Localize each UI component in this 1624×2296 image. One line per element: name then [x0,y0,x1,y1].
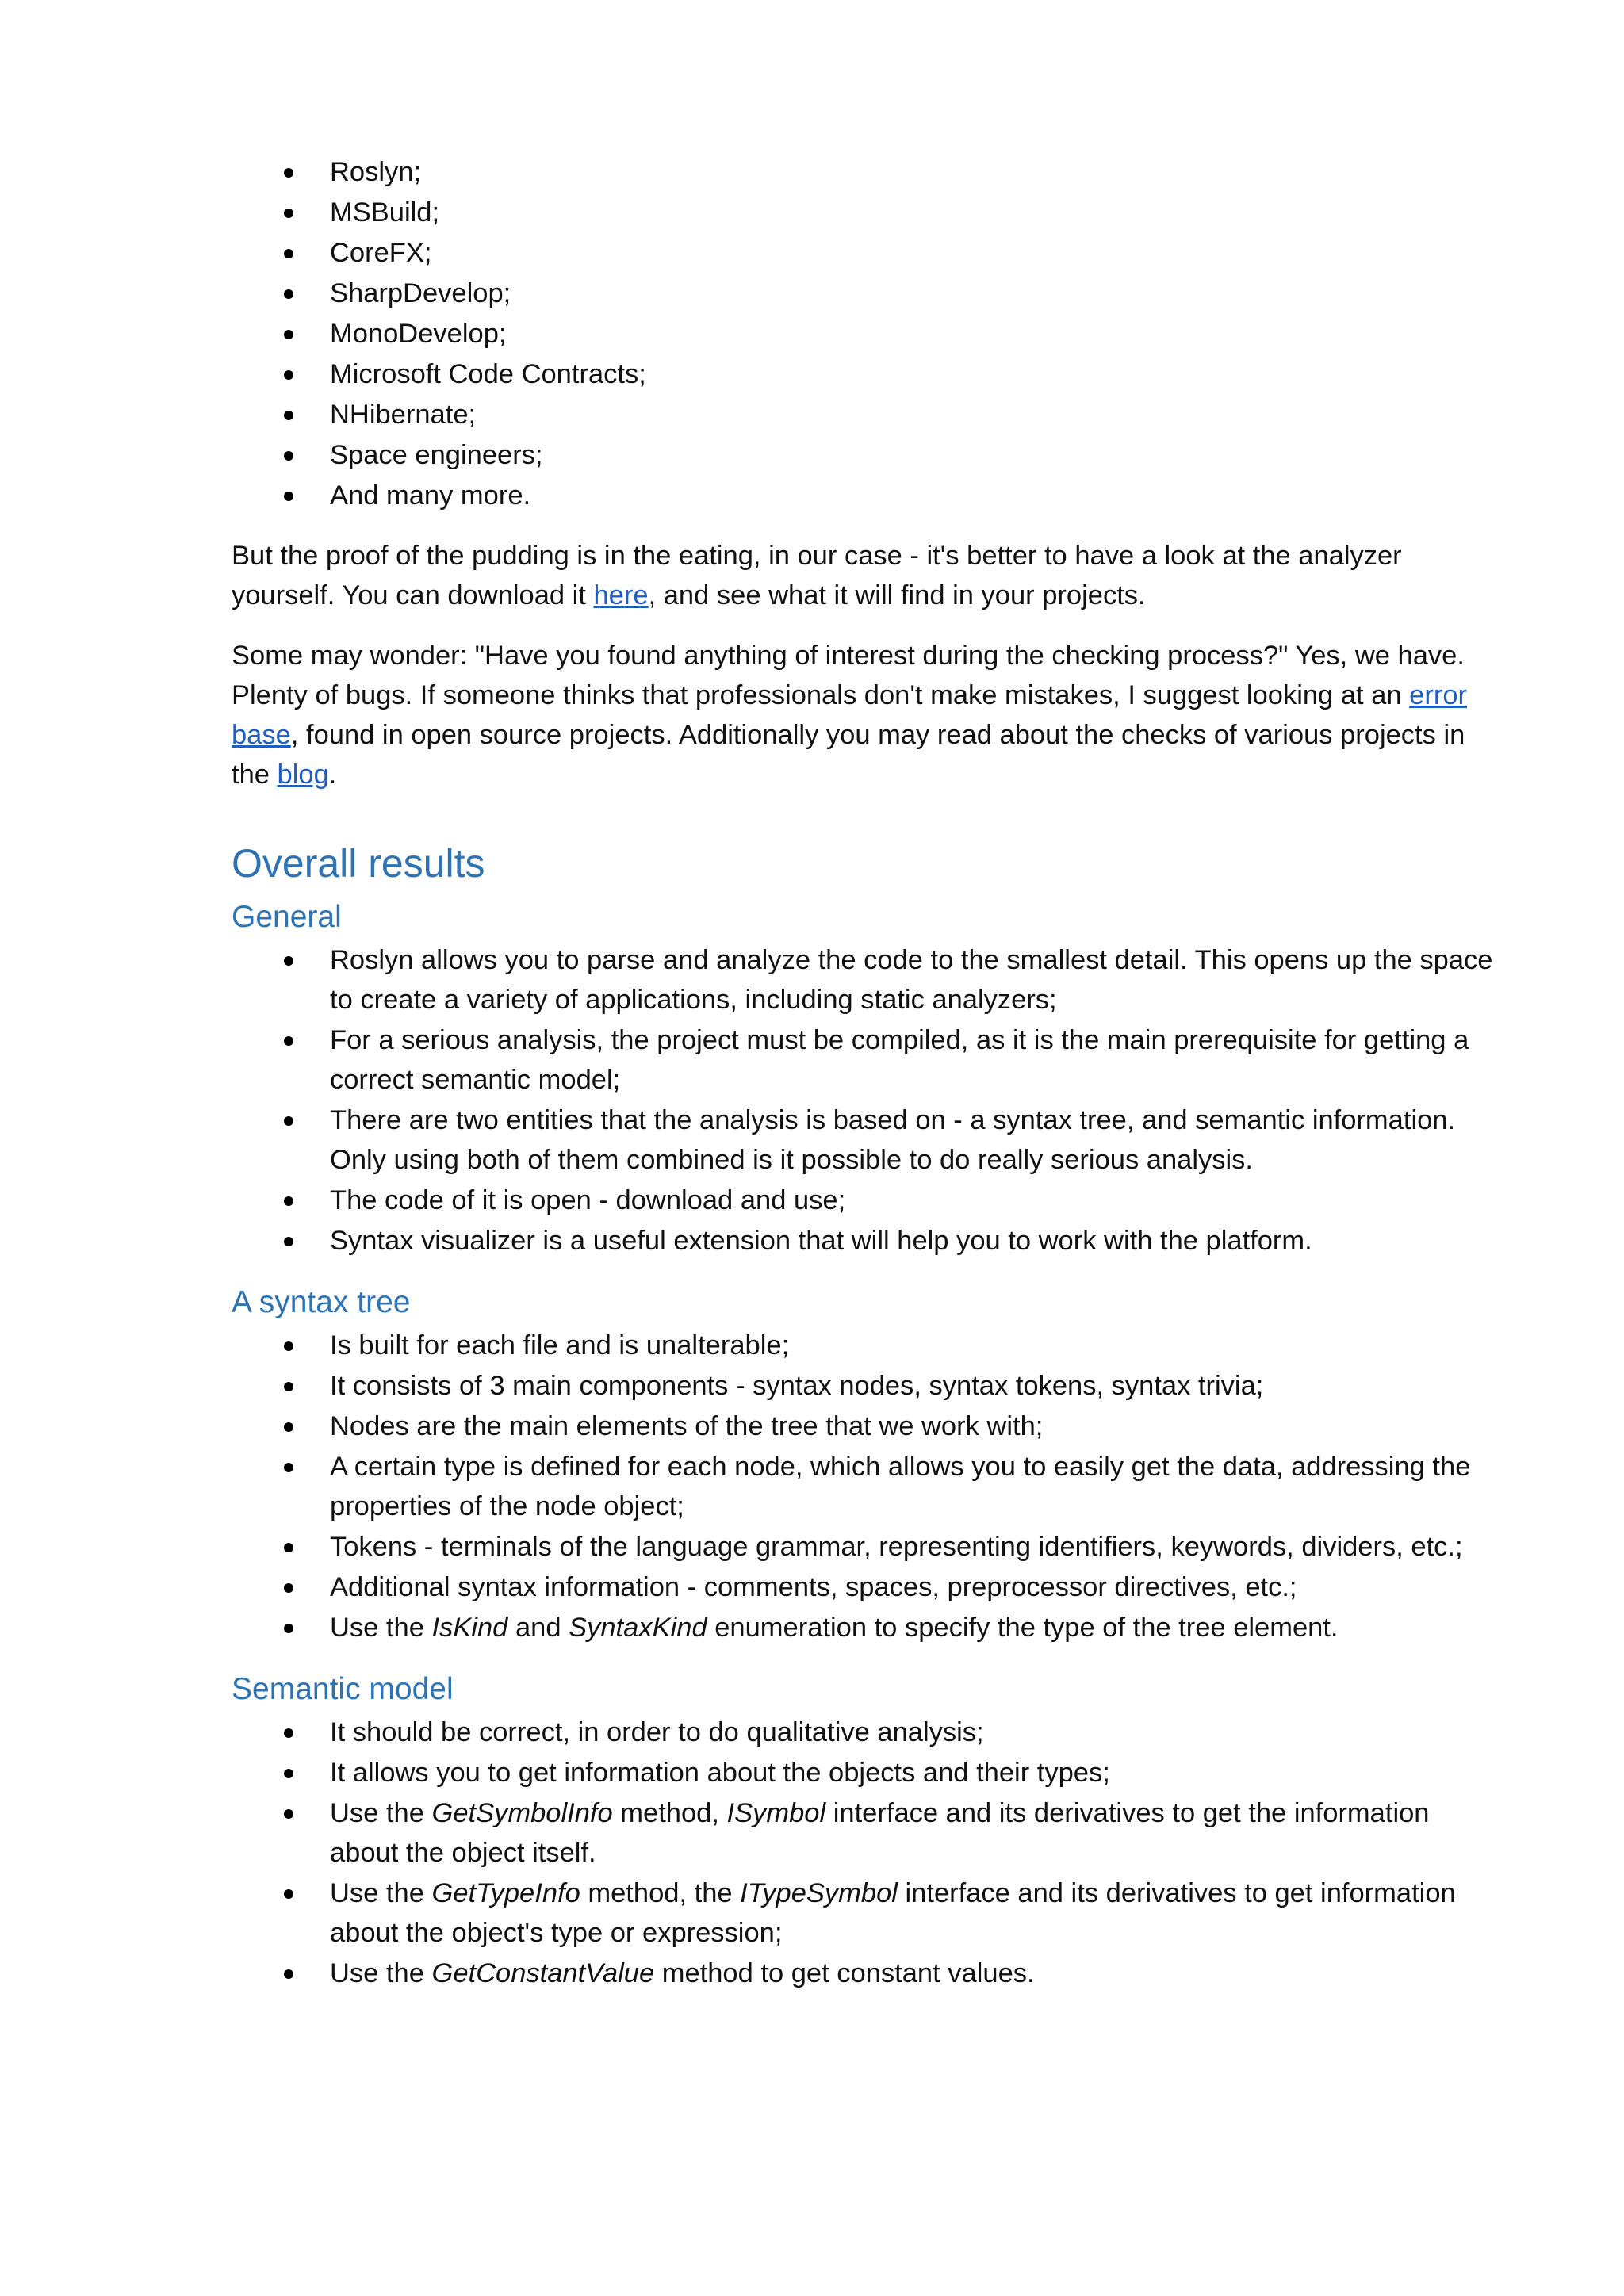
error-base-link[interactable]: error base [232,680,1467,750]
code-term: GetSymbolInfo [431,1798,613,1828]
list-item: It allows you to get information about the objects and their types; [232,1753,1494,1793]
list-item: Roslyn; [232,152,1494,192]
list-item: A certain type is defined for each node, which allows you to easily get the data, addressing the properties of the node object; [232,1447,1494,1526]
item-text: and [508,1613,569,1643]
paragraph-text: Some may wonder: "Have you found anything of interest during the checking process?" Yes, we have. Plenty of bugs. If someone thinks that professionals don't make mistakes, I suggest looking at an [232,641,1465,710]
paragraph-text: , and see what it will find in your projects. [648,580,1146,610]
code-term: GetTypeInfo [431,1878,580,1908]
blog-link[interactable]: blog [277,760,329,790]
list-item: It should be correct, in order to do qualitative analysis; [232,1712,1494,1752]
document-page [232,152,1494,1994]
list-item: Additional syntax information - comments, spaces, preprocessor directives, etc.; [232,1567,1494,1607]
item-text: method, the [580,1878,741,1908]
item-text: interface and its derivatives to get the information about the object itself. [330,1798,1430,1868]
list-item: MonoDevelop; [232,314,1494,354]
list-item: Microsoft Code Contracts; [232,354,1494,394]
list-item [232,1954,1494,1993]
list-item: CoreFX; [232,233,1494,273]
list-item: And many more. [232,476,1494,515]
list-item: Tokens - terminals of the language grammar, representing identifiers, keywords, dividers, etc.; [232,1527,1494,1567]
list-item [232,1873,1494,1953]
list-item: Space engineers; [232,435,1494,475]
list-item: Nodes are the main elements of the tree that we work with; [232,1406,1494,1446]
download-link[interactable]: here [593,580,649,610]
item-text: Use the [330,1878,432,1908]
item-text: Use the [330,1613,432,1643]
heading-overall-results: Overall results [232,841,485,886]
list-item [232,1608,1494,1647]
item-text: interface and its derivatives to get information about the object's type or expression; [330,1878,1456,1948]
list-item: MSBuild; [232,193,1494,232]
heading-syntax-tree: A syntax tree [232,1285,411,1319]
general-list [232,940,1494,1261]
item-text: Use the [330,1798,432,1828]
list-item: It consists of 3 main components - syntax nodes, syntax tokens, syntax trivia; [232,1366,1494,1406]
list-item: The code of it is open - download and use; [232,1181,1494,1220]
list-item: There are two entities that the analysis is based on - a syntax tree, and semantic information. Only using both of them combined is it possible to do really serious analysis. [232,1100,1494,1180]
item-text: method to get constant values. [654,1958,1035,1988]
paragraph-download [232,536,1494,615]
paragraph-text: . [328,760,337,790]
code-term: IsKind [431,1613,508,1643]
item-text: Use the [330,1958,432,1988]
code-term: ISymbol [726,1798,826,1828]
code-term: ITypeSymbol [740,1878,898,1908]
syntax-tree-list [232,1326,1494,1647]
list-item: For a serious analysis, the project must be compiled, as it is the main prerequisite for getting a correct semantic model; [232,1020,1494,1100]
paragraph-text: But the proof of the pudding is in the eating, in our case - it's better to have a look at the analyzer yourself. You can download it [232,541,1402,610]
list-item: SharpDevelop; [232,274,1494,313]
paragraph-text: , found in open source projects. Additionally you may read about the checks of various projects in the [232,720,1465,790]
heading-semantic-model: Semantic model [232,1672,454,1706]
paragraph-error-base [232,636,1494,794]
projects-list [232,152,1494,515]
code-term: SyntaxKind [569,1613,707,1643]
heading-general: General [232,900,342,934]
item-text: method, [612,1798,727,1828]
item-text: enumeration to specify the type of the tree element. [707,1613,1339,1643]
code-term: GetConstantValue [431,1958,655,1988]
list-item [232,1793,1494,1873]
list-item: NHibernate; [232,395,1494,434]
semantic-model-list [232,1712,1494,1993]
list-item: Is built for each file and is unalterable; [232,1326,1494,1365]
list-item: Roslyn allows you to parse and analyze the code to the smallest detail. This opens up the space to create a variety of applications, including static analyzers; [232,940,1494,1020]
list-item: Syntax visualizer is a useful extension that will help you to work with the platform. [232,1221,1494,1261]
